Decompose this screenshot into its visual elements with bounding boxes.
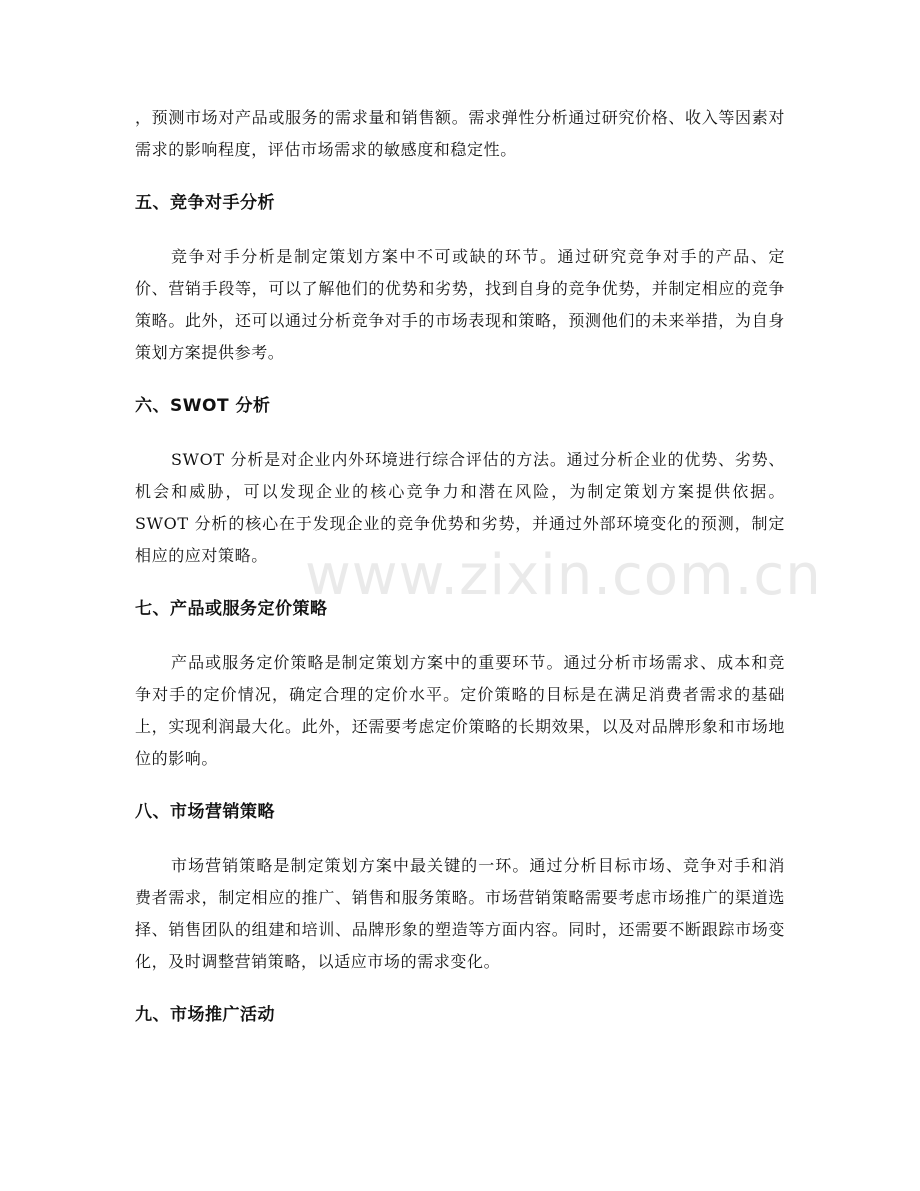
section-heading-swot-analysis: 六、SWOT 分析: [135, 396, 271, 416]
document-body: [135, 102, 785, 1053]
section-paragraph-marketing-strategy: 市场营销策略是制定策划方案中最关键的一环。通过分析目标市场、竞争对手和消费者需求，制定相应的推广、销售和服务策略。市场营销策略需要考虑市场推广的渠道选择、销售团队的组建和培训、品牌形象的塑造等方面内容。同时，还需要不断跟踪市场变化，及时调整营销策略，以适应市场的需求变化。: [135, 856, 785, 971]
watermark-text: www.zixin.com.cn: [305, 543, 822, 608]
section-paragraph-swot-analysis: SWOT 分析是对企业内外环境进行综合评估的方法。通过分析企业的优势、劣势、机会和威胁，可以发现企业的核心竞争力和潜在风险，为制定策划方案提供依据。SWOT 分析的核心在于发现企业的竞争优势和劣势，并通过外部环境变化的预测，制定相应的应对策略。: [135, 450, 785, 565]
intro-paragraph: ，预测市场对产品或服务的需求量和销售额。需求弹性分析通过研究价格、收入等因素对需求的影响程度，评估市场需求的敏感度和稳定性。: [135, 108, 785, 159]
section-heading-pricing-strategy: 七、产品或服务定价策略: [135, 599, 328, 619]
section-heading-promotion-activities: 九、市场推广活动: [135, 1005, 275, 1025]
section-paragraph-pricing-strategy: 产品或服务定价策略是制定策划方案中的重要环节。通过分析市场需求、成本和竞争对手的定价情况，确定合理的定价水平。定价策略的目标是在满足消费者需求的基础上，实现利润最大化。此外，还需要考虑定价策略的长期效果，以及对品牌形象和市场地位的影响。: [135, 653, 785, 768]
section-heading-competitor-analysis: 五、竞争对手分析: [135, 193, 275, 213]
section-heading-marketing-strategy: 八、市场营销策略: [135, 802, 275, 822]
section-paragraph-competitor-analysis: 竞争对手分析是制定策划方案中不可或缺的环节。通过研究竞争对手的产品、定价、营销手段等，可以了解他们的优势和劣势，找到自身的竞争优势，并制定相应的竞争策略。此外，还可以通过分析竞争对手的市场表现和策略，预测他们的未来举措，为自身策划方案提供参考。: [135, 247, 785, 362]
